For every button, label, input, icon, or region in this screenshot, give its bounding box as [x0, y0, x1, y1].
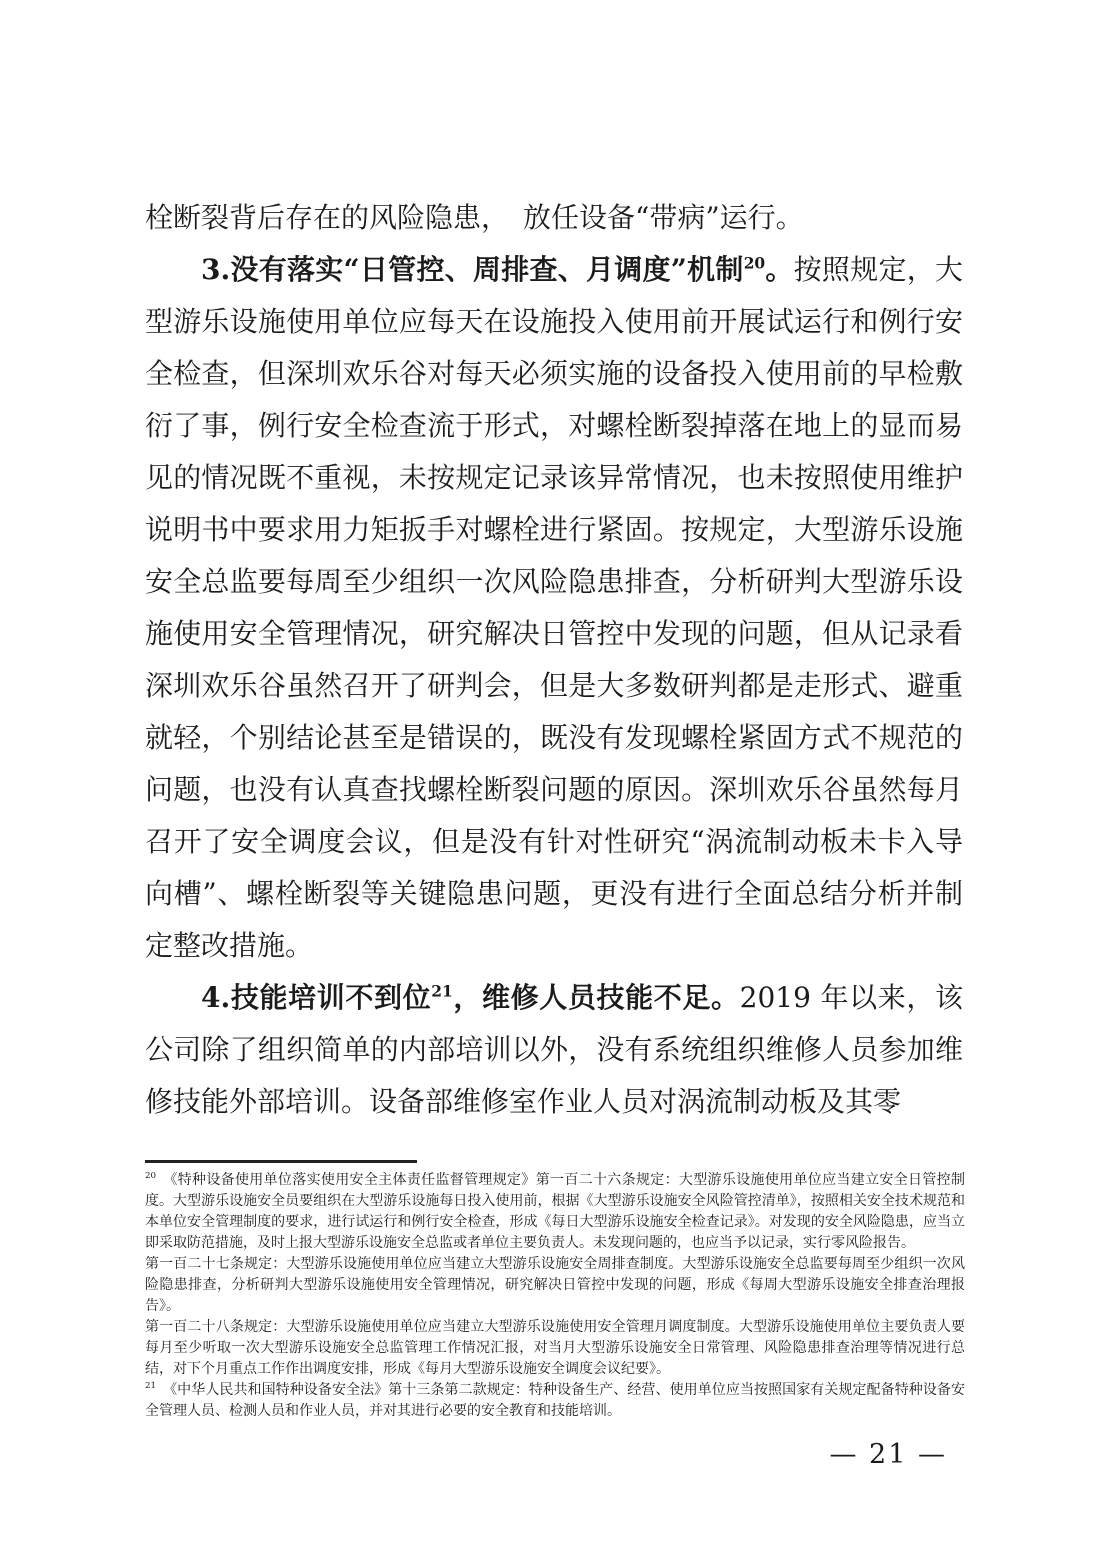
footnote-20-marker: 20	[145, 1171, 157, 1182]
footnote-20-para-2: 第一百二十七条规定：大型游乐设施使用单位应当建立大型游乐设施安全周排查制度。大型游乐设施安全总监要每周至少组织一次风险隐患排查，分析研判大型游乐设施使用安全管理情况，研究解决日管控中发现的问题，形成《每周大型游乐设施安全排查治理报告》。	[145, 1256, 965, 1314]
footnote-20-para-3: 第一百二十八条规定：大型游乐设施使用单位应当建立大型游乐设施使用安全管理月调度制度。大型游乐设施使用单位主要负责人要每月至少听取一次大型游乐设施安全总监管理工作情况汇报，对当月大型游乐设施安全日常管理、风险隐患排查治理等情况进行总结，对下个月重点工作作出调度安排，形成《每月大型游乐设施安全调度会议纪要》。	[145, 1319, 965, 1377]
footnote-ref-21: 21	[431, 982, 453, 1001]
section-3-heading-tail: 。	[765, 253, 794, 286]
footnote-separator	[145, 1160, 417, 1163]
report-body	[145, 192, 963, 1128]
section-3-heading-text: 3.没有落实“日管控、周排查、月调度”机制	[201, 253, 744, 286]
footnotes-block	[145, 1170, 965, 1422]
section-4-heading	[201, 981, 740, 1014]
footnote-ref-20: 20	[743, 254, 766, 273]
page-number: — 21 —	[829, 1439, 947, 1470]
footnote-20	[145, 1170, 965, 1254]
paragraph-section-3	[145, 244, 963, 972]
paragraph-section-4	[145, 972, 963, 1128]
section-4-text: 2019 年以来，该公司除了组织简单的内部培训以外，没有系统组织维修人员参加维修技能外部培训。设备部维修室作业人员对涡流制动板及其零	[145, 981, 963, 1118]
section-3-heading	[201, 253, 794, 286]
footnote-20-text-1: 《特种设备使用单位落实使用安全主体责任监督管理规定》第一百二十六条规定：大型游乐设施使用单位应当建立安全日管控制度。大型游乐设施安全员要组织在大型游乐设施每日投入使用前，根据《大型游乐设施安全风险管控清单》，按照相关安全技术规范和本单位安全管理制度的要求，进行试运行和例行安全检查，形成《每日大型游乐设施安全检查记录》。对发现的安全风险隐患，应当立即采取防范措施，及时上报大型游乐设施安全总监或者单位主要负责人。未发现问题的，也应当予以记录，实行零风险报告。	[145, 1172, 965, 1251]
section-4-heading-text-b: ，维修人员技能不足。	[452, 981, 740, 1014]
footnote-21-text: 《中华人民共和国特种设备安全法》第十三条第二款规定：特种设备生产、经营、使用单位应当按照国家有关规定配备特种设备安全管理人员、检测人员和作业人员，并对其进行必要的安全教育和技能培训。	[145, 1382, 965, 1419]
section-4-heading-text-a: 4.技能培训不到位	[201, 981, 432, 1014]
footnote-21	[145, 1380, 965, 1422]
section-3-text: 按照规定，大型游乐设施使用单位应每天在设施投入使用前开展试运行和例行安全检查，但深圳欢乐谷对每天必须实施的设备投入使用前的早检敷衍了事，例行安全检查流于形式，对螺栓断裂掉落在地上的显而易见的情况既不重视，未按规定记录该异常情况，也未按照使用维护说明书中要求用力矩扳手对螺栓进行紧固。按规定，大型游乐设施安全总监要每周至少组织一次风险隐患排查，分析研判大型游乐设施使用安全管理情况，研究解决日管控中发现的问题，但从记录看深圳欢乐谷虽然召开了研判会，但是大多数研判都是走形式、避重就轻，个别结论甚至是错误的，既没有发现螺栓紧固方式不规范的问题，也没有认真查找螺栓断裂问题的原因。深圳欢乐谷虽然每月召开了安全调度会议，但是没有针对性研究“涡流制动板未卡入导向槽”、螺栓断裂等关键隐患问题，更没有进行全面总结分析并制定整改措施。	[145, 253, 963, 962]
paragraph-continuation: 栓断裂背后存在的风险隐患， 放任设备“带病”运行。	[145, 201, 804, 234]
footnote-21-marker: 21	[145, 1381, 157, 1392]
